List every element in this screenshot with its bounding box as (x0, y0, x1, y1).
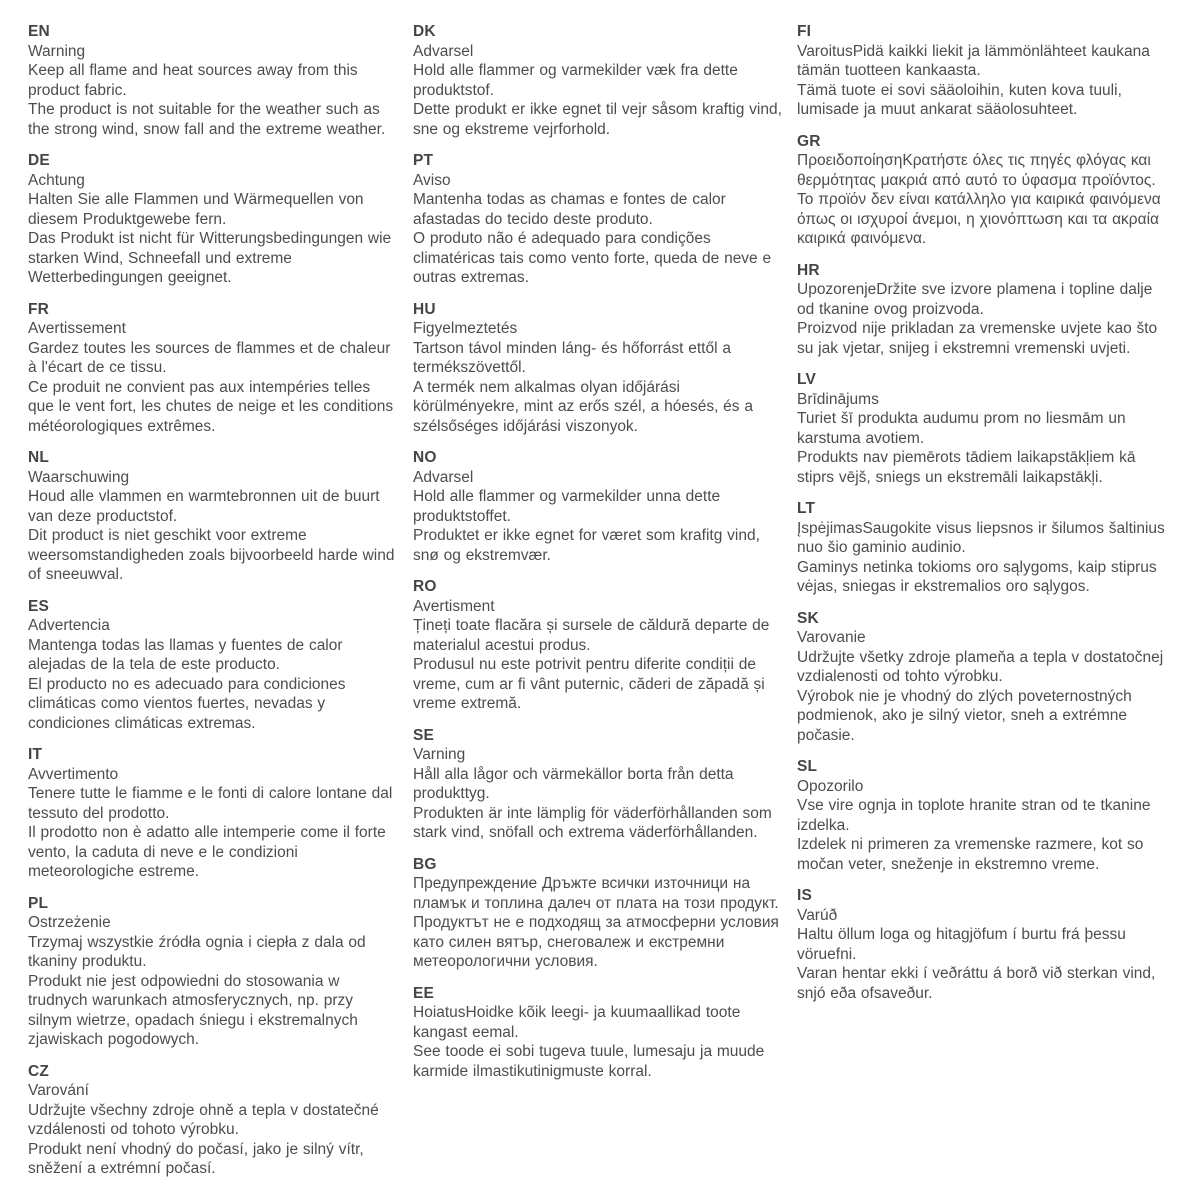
warning-text: Warning (28, 42, 86, 60)
warning-text: Brīdinājums (797, 390, 879, 408)
warning-text: Håll alla lågor och värmekällor borta från detta produkttyg. (413, 765, 734, 802)
warning-text: Udržujte všetky zdroje plameňa a tepla v dostatočnej vzdialenosti od tohto výrobku. (797, 648, 1164, 685)
lang-section-is (797, 886, 1169, 1003)
warning-text: Tenere tutte le fiamme e le fonti di calore lontane dal tessuto del prodotto. (28, 785, 393, 822)
lang-code-heading: LT (797, 500, 816, 517)
warning-text: Trzymaj wszystkie źródła ognia i ciepła z dala od tkaniny produktu. (28, 933, 366, 970)
lang-code-heading: NO (413, 449, 437, 466)
warning-text: Предупреждение Дръжте всички източници на пламък и топлина далеч от плата на този продукт. (413, 875, 779, 912)
lang-section-bg (413, 855, 785, 972)
warning-text: HoiatusHoidke kõik leegi- ja kuumaallikad toote kangast eemal. (413, 1004, 741, 1041)
lang-code-heading: SK (797, 609, 819, 627)
lang-section-dk (413, 22, 785, 139)
lang-section-hr (797, 261, 1169, 359)
lang-section-pl (28, 894, 400, 1050)
lang-section-lt (797, 499, 1169, 597)
warning-text: Houd alle vlammen en warmtebronnen uit de buurt van deze productstof. (28, 488, 380, 525)
warning-text: See toode ei sobi tugeva tuule, lumesaju ja muude karmide ilmastikutinigmuste korral. (413, 1043, 765, 1080)
warning-text: Avvertimento (28, 765, 119, 783)
lang-code-heading: DE (28, 152, 50, 169)
lang-code-heading: PL (28, 894, 49, 912)
lang-section-pt (413, 151, 785, 288)
lang-section-it (28, 745, 400, 882)
warning-text: Turiet šī produkta audumu prom no liesmām un karstuma avotiem. (797, 410, 1126, 447)
warning-text: Продуктът не е подходящ за атмосферни условия като силен вятър, снеговалеж и екстремни метеорологични условия. (413, 914, 779, 970)
warning-text: Waarschuwing (28, 468, 130, 486)
lang-code-heading: EE (413, 984, 435, 1002)
lang-section-de (28, 151, 400, 288)
warning-text: Produkt není vhodný do počasí, jako je silný vítr, sněžení a extrémní počasí. (28, 1140, 364, 1177)
warning-text: Advertencia (28, 617, 110, 634)
warning-text: Advarsel (413, 468, 474, 486)
warning-text: Hold alle flammer og varmekilder væk fra dette produktstof. (413, 62, 738, 99)
warning-text: Avertisment (413, 597, 495, 615)
warning-text: Gaminys netinka tokioms oro sąlygoms, kaip stiprus vėjas, sniegas ir ekstremalios oro sąlygos. (797, 558, 1157, 595)
lang-code-heading: SE (413, 726, 435, 744)
warning-text: VaroitusPidä kaikki liekit ja lämmönlähteet kaukana tämän tuotteen kankaasta. (797, 42, 1150, 79)
warning-text: ĮspėjimasSaugokite visus liepsnos ir šilumos šaltinius nuo šio gaminio audinio. (797, 519, 1165, 556)
warning-text: Produkts nav piemērots tādiem laikapstākļiem kā stiprs vējš, sniegs un ekstremāli laikapstākļi. (797, 449, 1136, 486)
lang-section-lv (797, 370, 1169, 487)
warning-text: Advarsel (413, 42, 474, 60)
lang-code-heading: ES (28, 597, 50, 615)
warning-text: Varúð (797, 906, 838, 924)
warning-text: Produkten är inte lämplig för väderförhållanden som stark vind, snöfall och extrema väderförhållanden. (413, 804, 772, 841)
lang-section-cz (28, 1062, 400, 1179)
warning-text: Proizvod nije prikladan za vremenske uvjete kao što su jak vjetar, snijeg i ekstremni vremenski uvjeti. (797, 320, 1158, 357)
lang-code-heading: HU (413, 300, 436, 318)
lang-code-heading: HR (797, 261, 820, 279)
lang-section-en (28, 22, 400, 139)
warning-column-1 (28, 22, 413, 1200)
lang-section-nl (28, 448, 400, 585)
lang-section-no (413, 448, 785, 565)
lang-code-heading: IT (28, 746, 43, 763)
warning-text: Výrobok nie je vhodný do zlých poveternostných podmienok, ako je silný vietor, sneh a extrémne počasie. (797, 687, 1132, 744)
warning-text: Halten Sie alle Flammen und Wärmequellen von diesem Produktgewebe fern. (28, 191, 364, 228)
warning-text: Varování (28, 1082, 89, 1099)
warning-text: Produsul nu este potrivit pentru diferite condiții de vreme, cum ar fi vânt puternic, căderi de zăpadă și vreme extremă. (413, 656, 765, 712)
warning-text: Das Produkt ist nicht für Witterungsbedingungen wie starken Wind, Schneefall und extreme Wetterbedingungen geeignet. (28, 230, 392, 286)
warning-text: Varan hentar ekki í veðráttu á borð við sterkan vind, snjó eða ofsaveður. (797, 965, 1156, 1002)
lang-section-ro (413, 577, 785, 714)
lang-section-sk (797, 609, 1169, 746)
warning-text: Produktet er ikke egnet for været som krafitg vind, snø og ekstremvær. (413, 527, 760, 564)
lang-section-sl (797, 757, 1169, 874)
warning-text: Haltu öllum loga og hitagjöfum í burtu frá þessu vöruefni. (797, 926, 1126, 963)
lang-code-heading: CZ (28, 1062, 50, 1080)
warning-text: Keep all flame and heat sources away from this product fabric. (28, 62, 358, 99)
warning-text: A termék nem alkalmas olyan időjárási körülményekre, mint az erős szél, a hóesés, és a szélsőséges időjárási viszonyok. (413, 378, 753, 435)
warning-text: Gardez toutes les sources de flammes et de chaleur à l'écart de ce tissu. (28, 339, 391, 376)
lang-section-ee (413, 984, 785, 1082)
lang-section-se (413, 726, 785, 843)
warning-text: O produto não é adequado para condições climatéricas tais como vento forte, queda de neve e outras extremas. (413, 230, 772, 286)
lang-code-heading: SL (797, 758, 818, 775)
lang-code-heading: PT (413, 152, 434, 169)
warning-text: Il prodotto non è adatto alle intemperie come il forte vento, la caduta di neve e le condizioni meteorologiche estreme. (28, 824, 386, 880)
warning-text: Opozorilo (797, 777, 864, 795)
lang-section-fi (797, 22, 1169, 120)
warning-text: Varovanie (797, 629, 866, 646)
warning-text: Figyelmeztetés (413, 320, 518, 337)
warning-text: The product is not suitable for the weather such as the strong wind, snow fall and the extreme weather. (28, 101, 386, 138)
warning-text: Dette produkt er ikke egnet til vejr såsom kraftig vind, sne og ekstreme vejrforhold. (413, 101, 782, 138)
warning-text: Udržujte všechny zdroje ohně a tepla v dostatečné vzdálenosti od tohoto výrobku. (28, 1101, 379, 1138)
warning-text: Achtung (28, 171, 85, 189)
lang-section-gr (797, 132, 1169, 249)
lang-section-fr (28, 300, 400, 437)
warning-text: Tämä tuote ei sovi sääoloihin, kuten kova tuuli, lumisade ja muut ankarat sääolosuhteet. (797, 81, 1122, 118)
lang-code-heading: FR (28, 300, 50, 318)
lang-code-heading: FI (797, 23, 812, 40)
warning-text: Mantenha todas as chamas e fontes de calor afastadas do tecido deste produto. (413, 191, 726, 228)
warning-text: Vse vire ognja in toplote hranite stran od te tkanine izdelka. (797, 797, 1151, 834)
warning-text: Avertissement (28, 320, 126, 337)
lang-code-heading: RO (413, 578, 437, 595)
warning-text: Mantenga todas las llamas y fuentes de calor alejadas de la tela de este producto. (28, 636, 343, 673)
lang-code-heading: GR (797, 132, 821, 150)
warning-column-2 (413, 22, 797, 1200)
warning-text: Izdelek ni primeren za vremenske razmere, kot so močan veter, sneženje in ekstremno vreme. (797, 836, 1144, 873)
warning-column-3 (797, 22, 1180, 1200)
warning-text: Ostrzeżenie (28, 914, 111, 931)
lang-section-hu (413, 300, 785, 437)
lang-code-heading: DK (413, 23, 436, 40)
lang-code-heading: IS (797, 887, 813, 904)
lang-section-es (28, 597, 400, 734)
warning-text: Το προϊόν δεν είναι κατάλληλο για καιρικά φαινόμενα όπως οι ισχυροί άνεμοι, η χιονόπτωση και τα ακραία καιρικά φαινόμενα. (797, 191, 1161, 247)
warning-text: Ce produit ne convient pas aux intempéries telles que le vent fort, les chutes de neige et les conditions météorologiques extrêmes. (28, 378, 394, 435)
warning-text: Varning (413, 746, 466, 763)
warning-text: Tartson távol minden láng- és hőforrást ettől a termékszövettől. (413, 339, 731, 376)
warning-text: UpozorenjeDržite sve izvore plamena i topline dalje od tkanine ovog proizvoda. (797, 281, 1153, 318)
warning-text: Dit product is niet geschikt voor extreme weersomstandigheden zoals bijvoorbeeld harde wind of sneeuwval. (28, 527, 395, 583)
lang-code-heading: LV (797, 371, 817, 388)
warning-text: ΠροειδοποίησηΚρατήστε όλες τις πηγές φλόγας και θερμότητας μακριά από αυτό το ύφασμα προϊόντος. (797, 152, 1156, 189)
warning-text: Țineți toate flacăra și sursele de căldură departe de materialul acestui produs. (413, 617, 770, 654)
warning-text: Aviso (413, 171, 451, 189)
lang-code-heading: EN (28, 23, 50, 40)
lang-code-heading: BG (413, 855, 437, 873)
warning-text: Produkt nie jest odpowiedni do stosowania w trudnych warunkach atmosferycznych, np. przy silnym wietrze, opadach śniegu i ekstremalnych zjawiskach pogodowych. (28, 972, 358, 1048)
lang-code-heading: NL (28, 449, 50, 466)
warning-text: Hold alle flammer og varmekilder unna dette produktstoffet. (413, 488, 721, 525)
warning-text: El producto no es adecuado para condiciones climáticas como vientos fuertes, nevadas y condiciones climáticas extremas. (28, 675, 346, 732)
